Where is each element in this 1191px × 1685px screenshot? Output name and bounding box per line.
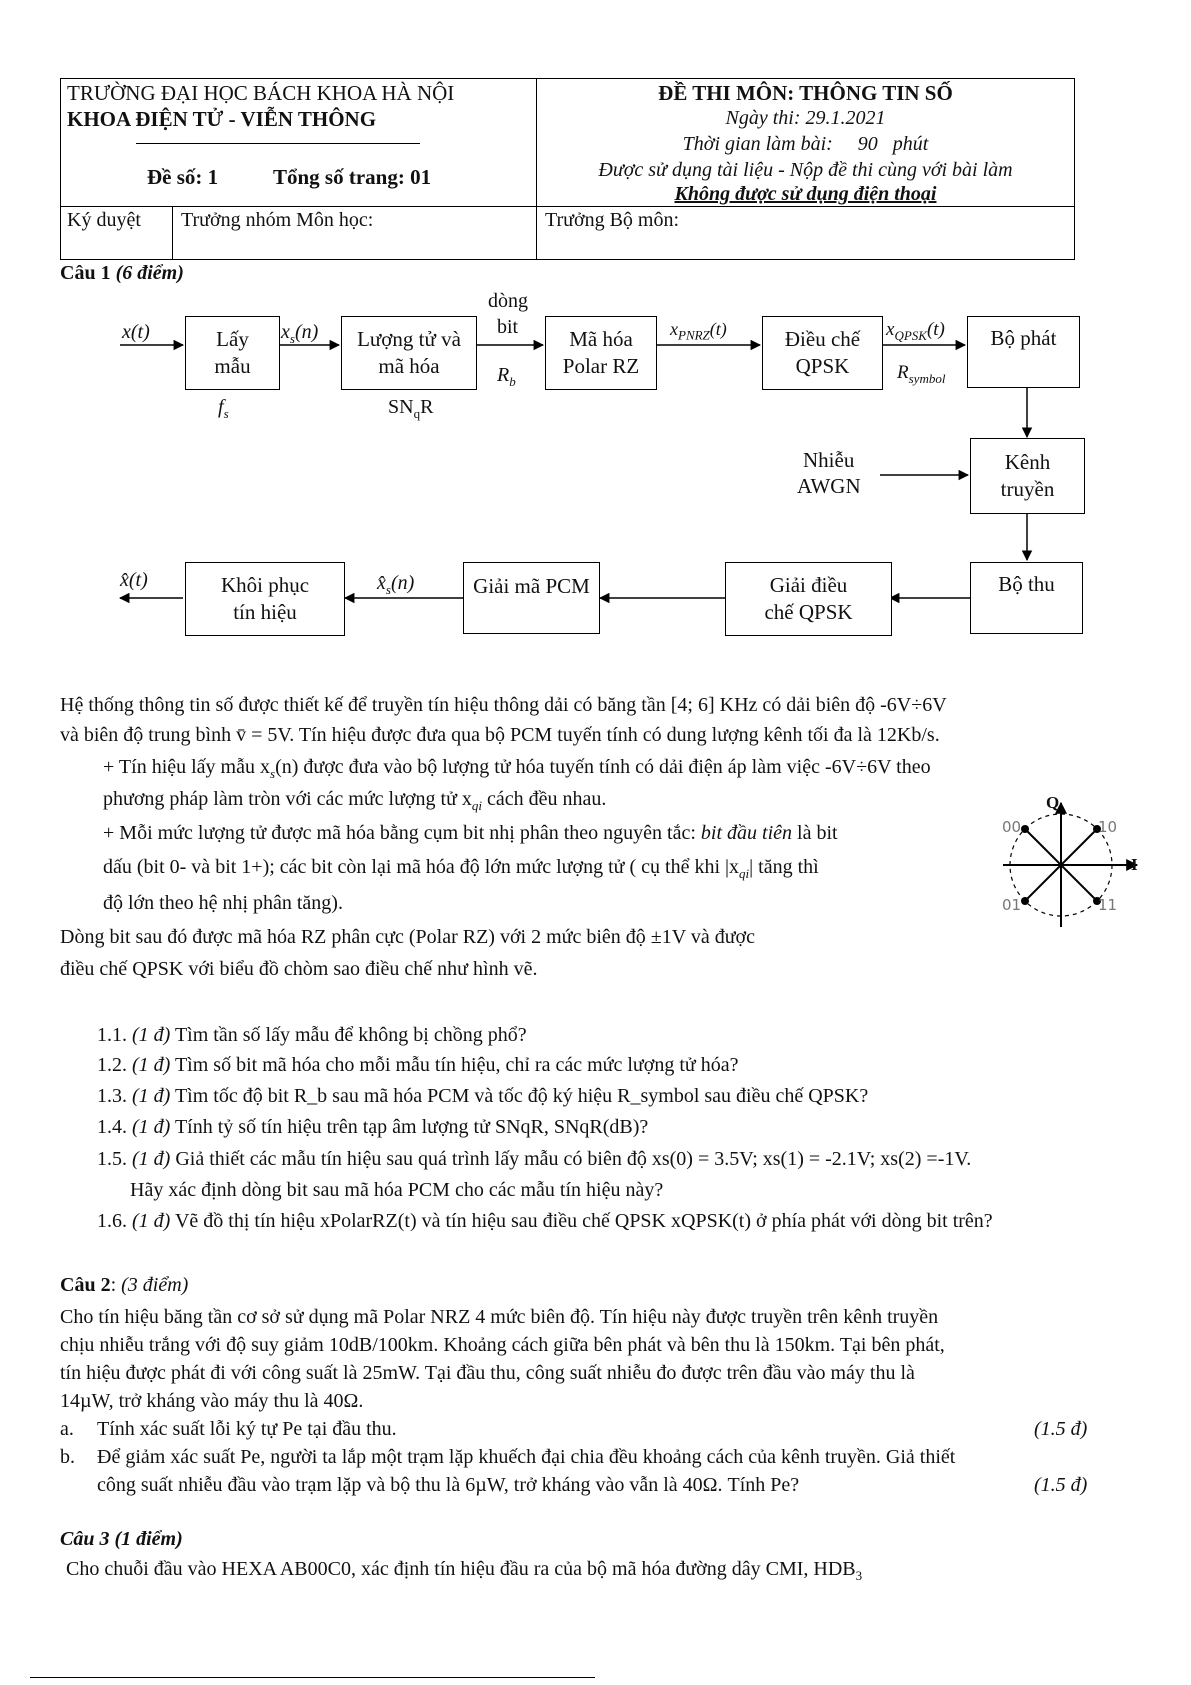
b1-f: cách đều nhau. bbox=[482, 788, 607, 810]
footer-line bbox=[30, 1677, 595, 1678]
noise-label-1: Nhiễu bbox=[803, 448, 855, 472]
item-num: 1.3. bbox=[97, 1085, 127, 1107]
q1-bullet-2-line1 bbox=[103, 818, 838, 848]
xpnrz-label bbox=[670, 319, 727, 344]
pcm-decoder-block bbox=[463, 562, 600, 634]
xs-hat-base: x̂ bbox=[377, 572, 386, 594]
item-num: 1.6. bbox=[97, 1210, 127, 1232]
quantizer-block bbox=[341, 316, 477, 390]
snqr-end: R bbox=[420, 396, 434, 418]
rsym-base: R bbox=[897, 362, 909, 383]
xqpsk-label bbox=[886, 319, 945, 344]
decoder-label: Giải mã PCM bbox=[473, 574, 590, 598]
item-text: Vẽ đồ thị tín hiệu xPolarRZ(t) và tín hiệu sau điều chế QPSK xQPSK(t) ở phía phát với dòng bit trên? bbox=[170, 1210, 993, 1232]
q2-b-points: (1.5 đ) bbox=[1034, 1474, 1088, 1496]
demodulator-label-1: Giải điều bbox=[769, 573, 848, 597]
q2-line-4: 14µW, trở kháng vào máy thu là 40Ω. bbox=[60, 1390, 364, 1412]
label-01: 01 bbox=[1002, 896, 1022, 914]
fs-sub: s bbox=[223, 406, 229, 421]
i-axis-label: I bbox=[1131, 855, 1138, 874]
reconstructed-sample-label bbox=[377, 572, 414, 598]
exam-rule-2: Không được sử dụng điện thoại bbox=[674, 183, 937, 205]
noise-label-2: AWGN bbox=[797, 474, 861, 498]
transmitter-block bbox=[967, 316, 1080, 388]
q2-line-2: chịu nhiễu trắng với độ suy giảm 10dB/100km. Khoảng cách giữa bên phát và bên thu là 150km. Tại bên phát, bbox=[60, 1334, 945, 1356]
channel-block bbox=[970, 438, 1085, 514]
q2-line-3: tín hiệu được phát đi với công suất là 25mW. Tại đầu thu, công suất nhiễu đo được trên đầu vào máy thu là bbox=[60, 1362, 915, 1384]
recovery-label-1: Khôi phục bbox=[220, 573, 310, 597]
bitstream-label-1: dòng bbox=[488, 290, 528, 312]
b1-d: phương pháp làm tròn với các mức lượng tử x bbox=[103, 788, 472, 810]
b1-e: qi bbox=[471, 798, 483, 813]
q1-item-3 bbox=[97, 1081, 868, 1111]
channel-label-1: Kênh bbox=[1004, 450, 1051, 474]
q1-bullet-1-line2 bbox=[103, 784, 606, 821]
sampling-label-2: mẫu bbox=[214, 354, 251, 378]
sign-department-head: Trưởng Bộ môn: bbox=[545, 209, 680, 231]
exam-code: Đề số: 1 bbox=[147, 165, 219, 189]
xs-base: x bbox=[281, 321, 290, 343]
sign-group-leader: Trưởng nhóm Môn học: bbox=[181, 209, 374, 231]
q-axis-label: Q bbox=[1046, 793, 1060, 812]
xs-arg: (n) bbox=[294, 321, 319, 343]
fs-label bbox=[218, 396, 229, 422]
encoder-label-1: Mã hóa bbox=[569, 327, 633, 351]
point-00 bbox=[1021, 825, 1029, 833]
b2-d: dấu (bit 0- và bit 1+); các bit còn lại mã hóa độ lớn mức lượng tử ( cụ thể khi |x bbox=[103, 856, 740, 878]
b2-c: là bit bbox=[792, 822, 838, 844]
quantizer-label-1: Lượng tử và bbox=[357, 327, 461, 351]
label-00: 00 bbox=[1002, 818, 1022, 836]
q1-paragraph-1b: và biên độ trung bình v̄ = 5V. Tín hiệu được đưa qua bộ PCM tuyến tính có dung lượng kênh tối đa là 12Kb/s. bbox=[60, 724, 940, 746]
qpsk-modulator-block bbox=[762, 316, 883, 390]
b1-a: + Tín hiệu lấy mẫu x bbox=[103, 756, 270, 778]
q3-title: Câu 3 (1 điểm) bbox=[60, 1528, 183, 1550]
exam-date: Ngày thi: 29.1.2021 bbox=[725, 107, 886, 129]
item-text: Tìm số bit mã hóa cho mỗi mẫu tín hiệu, chỉ ra các mức lượng tử hóa? bbox=[170, 1054, 739, 1076]
b2-f: | tăng thì bbox=[749, 856, 819, 878]
item-points: (1 đ) bbox=[132, 1210, 171, 1232]
q2-line-1: Cho tín hiệu băng tần cơ sở sử dụng mã Polar NRZ 4 mức biên độ. Tín hiệu này được truyền trên kênh truyền bbox=[60, 1306, 939, 1328]
item-num: 1.4. bbox=[97, 1116, 127, 1138]
item-points: (1 đ) bbox=[132, 1085, 171, 1107]
transmitter-label: Bộ phát bbox=[990, 326, 1057, 350]
b1-c: (n) được đưa vào bộ lượng tử hóa tuyến tính có dải điện áp làm việc -6V÷6V theo bbox=[275, 756, 931, 778]
label-10: 10 bbox=[1098, 818, 1118, 836]
xpnrz-base: x bbox=[670, 319, 678, 339]
point-01 bbox=[1021, 897, 1029, 905]
q2-a-label: a. bbox=[60, 1418, 74, 1440]
xpnrz-arg: (t) bbox=[709, 319, 727, 339]
quantizer-label-2: mã hóa bbox=[378, 354, 440, 378]
sampled-signal-label bbox=[281, 321, 318, 347]
q1-item-5 bbox=[97, 1144, 971, 1174]
q3-text-sub: 3 bbox=[855, 1568, 863, 1583]
q1-item-1 bbox=[97, 1020, 527, 1050]
q2-b-label: b. bbox=[60, 1446, 75, 1468]
item-points: (1 đ) bbox=[132, 1116, 171, 1138]
faculty-name: KHOA ĐIỆN TỬ - VIỄN THÔNG bbox=[67, 107, 377, 131]
item-points: (1 đ) bbox=[132, 1054, 171, 1076]
output-signal-label: x̂(t) bbox=[120, 569, 148, 591]
receiver-block bbox=[970, 562, 1083, 634]
snqr-label bbox=[388, 396, 433, 422]
q2-a-text: Tính xác suất lỗi ký tự Pe tại đầu thu. bbox=[97, 1418, 397, 1440]
fs-base: f bbox=[218, 396, 224, 418]
item-text: Tìm tốc độ bit R_b sau mã hóa PCM và tốc độ ký hiệu R_symbol sau điều chế QPSK? bbox=[170, 1085, 869, 1107]
b2-a: + Mỗi mức lượng tử được mã hóa bằng cụm bit nhị phân theo nguyên tắc: bbox=[103, 822, 701, 844]
b2-b: bit đầu tiên bbox=[700, 822, 793, 844]
q1-paragraph-2b: điều chế QPSK với biểu đồ chòm sao điều chế như hình vẽ. bbox=[60, 958, 538, 980]
q1-points: (6 điểm) bbox=[115, 262, 184, 284]
rsym-sub: symbol bbox=[908, 370, 946, 386]
b1-b: s bbox=[270, 766, 276, 781]
input-signal-label: x(t) bbox=[122, 321, 150, 343]
receiver-label: Bộ thu bbox=[998, 572, 1055, 596]
xs-hat-arg: (n) bbox=[390, 572, 415, 594]
xqpsk-base: x bbox=[886, 319, 895, 340]
q2-b-text-1: Để giảm xác suất Pe, người ta lắp một trạm lặp khuếch đại chia đều khoảng cách của kênh truyền. Giả thiết bbox=[97, 1446, 956, 1468]
q1-item-5-cont: Hãy xác định dòng bit sau mã hóa PCM cho các mẫu tín hiệu này? bbox=[130, 1179, 664, 1201]
xs-hat-sub: s bbox=[385, 582, 391, 597]
xpnrz-sub: PNRZ bbox=[678, 327, 710, 343]
q1-item-6 bbox=[97, 1206, 993, 1236]
rb-sub: b bbox=[509, 374, 516, 389]
item-num: 1.5. bbox=[97, 1148, 127, 1170]
q1-bullet-2-line3: độ lớn theo hệ nhị phân tăng). bbox=[103, 892, 343, 914]
q2-points: (3 điểm) bbox=[121, 1274, 189, 1296]
xs-sub: s bbox=[289, 331, 295, 346]
q2-a-points: (1.5 đ) bbox=[1034, 1418, 1088, 1440]
q1-title-label: Câu 1 bbox=[60, 262, 111, 284]
q1-paragraph-1a: Hệ thống thông tin số được thiết kế để truyền tín hiệu thông dải có băng tần [4; 6] KHz có dải biên độ -6V÷6V bbox=[60, 694, 947, 716]
snqr-sub: q bbox=[413, 406, 421, 421]
snqr-base: SN bbox=[388, 396, 414, 418]
item-points: (1 đ) bbox=[132, 1148, 171, 1170]
demodulator-label-2: chế QPSK bbox=[764, 600, 853, 624]
rb-base: R bbox=[497, 364, 510, 386]
item-num: 1.1. bbox=[97, 1024, 127, 1046]
sign-approval: Ký duyệt bbox=[67, 209, 141, 231]
q1-item-4 bbox=[97, 1112, 648, 1142]
xqpsk-arg: (t) bbox=[926, 319, 945, 340]
item-text: Tìm tần số lấy mẫu để không bị chồng phổ? bbox=[170, 1024, 527, 1046]
q2-title-label: Câu 2 bbox=[60, 1274, 111, 1296]
school-name: TRƯỜNG ĐẠI HỌC BÁCH KHOA HÀ NỘI bbox=[67, 81, 455, 105]
q2-title: Câu 2: (3 điểm) bbox=[60, 1274, 189, 1296]
modulator-label-2: QPSK bbox=[795, 354, 850, 378]
item-text: Giả thiết các mẫu tín hiệu sau quá trình lấy mẫu có biên độ xs(0) = 3.5V; xs(1) = -2.1V; xs(2) =-1V. bbox=[170, 1148, 972, 1170]
bitstream-label-2: bit bbox=[497, 316, 519, 338]
item-num: 1.2. bbox=[97, 1054, 127, 1076]
q1-paragraph-2a: Dòng bit sau đó được mã hóa RZ phân cực (Polar RZ) với 2 mức biên độ ±1V và được bbox=[60, 926, 756, 948]
qpsk-demodulator-block bbox=[725, 562, 892, 636]
signal-recovery-block bbox=[185, 562, 345, 636]
q3-text bbox=[66, 1554, 862, 1591]
exam-duration: Thời gian làm bài: 90 phút bbox=[682, 133, 929, 155]
sampling-label-1: Lấy bbox=[216, 327, 249, 351]
item-points: (1 đ) bbox=[132, 1024, 171, 1046]
q1-item-2 bbox=[97, 1050, 738, 1080]
xqpsk-sub: QPSK bbox=[894, 327, 927, 343]
total-pages: Tổng số trang: 01 bbox=[273, 165, 432, 189]
q3-text-main: Cho chuỗi đầu vào HEXA AB00C0, xác định tín hiệu đầu ra của bộ mã hóa đường dây CMI, HDB bbox=[66, 1558, 856, 1580]
modulator-label-1: Điều chế bbox=[784, 327, 861, 351]
item-text: Tính tỷ số tín hiệu trên tạp âm lượng tử SNqR, SNqR(dB)? bbox=[170, 1116, 649, 1138]
q2-b-text-2: công suất nhiễu đầu vào trạm lặp và bộ thu là 6µW, trở kháng vào vẫn là 40Ω. Tính Pe? bbox=[97, 1474, 800, 1496]
sampling-block bbox=[185, 316, 280, 390]
rsymbol-label bbox=[897, 362, 945, 387]
recovery-label-2: tín hiệu bbox=[233, 600, 297, 624]
q1-bullet-2-line2 bbox=[103, 852, 819, 889]
channel-label-2: truyền bbox=[1000, 477, 1055, 501]
rb-label bbox=[497, 364, 516, 390]
label-11: 11 bbox=[1098, 896, 1118, 914]
exam-rule-1: Được sử dụng tài liệu - Nộp đề thi cùng với bài làm bbox=[598, 159, 1013, 181]
b2-e: qi bbox=[739, 866, 750, 881]
encoder-label-2: Polar RZ bbox=[562, 354, 640, 378]
exam-title: ĐỀ THI MÔN: THÔNG TIN SỐ bbox=[658, 81, 953, 105]
polar-rz-encoder-block bbox=[545, 316, 657, 390]
